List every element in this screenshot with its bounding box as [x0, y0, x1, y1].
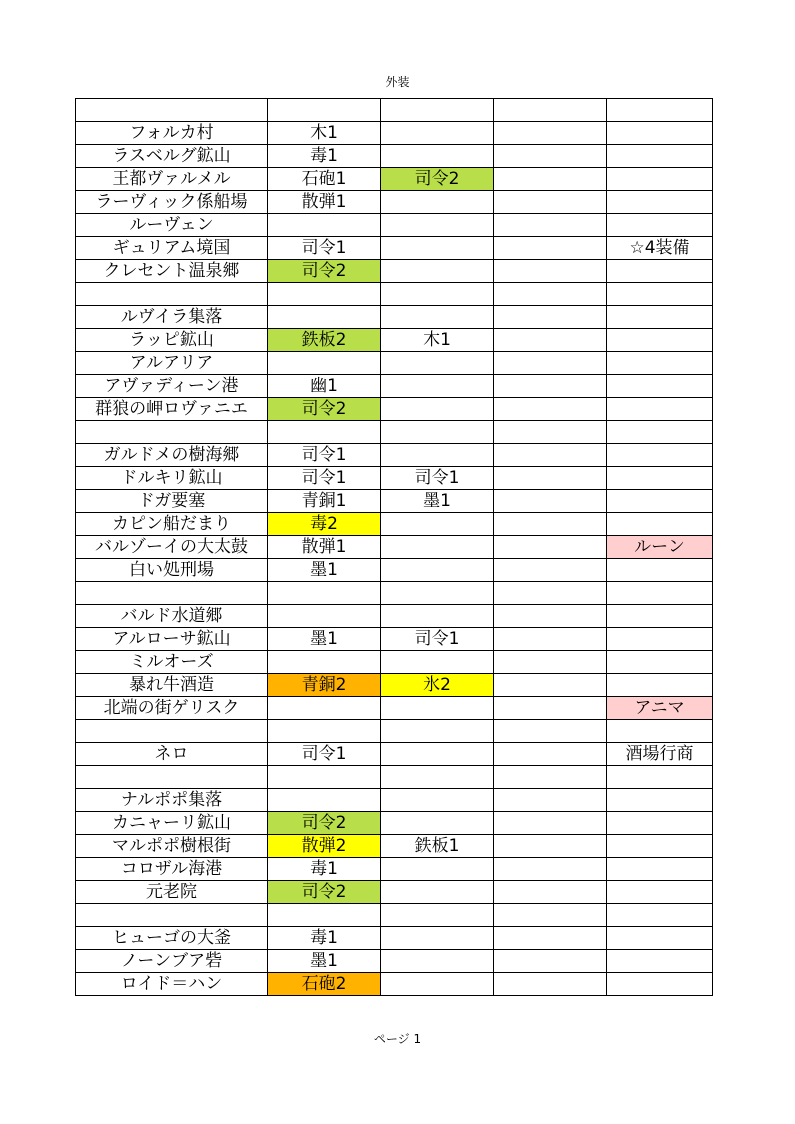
- location-cell: ネロ: [76, 743, 268, 766]
- location-cell: 群狼の岬ロヴァニエ: [76, 398, 268, 421]
- material-cell-2: [381, 743, 494, 766]
- table-row: [76, 467, 713, 490]
- material-cell-2: [381, 812, 494, 835]
- note-cell: [607, 559, 713, 582]
- location-cell: [76, 421, 268, 444]
- material-cell-1: 司令1: [268, 444, 381, 467]
- material-cell-2: [381, 536, 494, 559]
- material-cell-1: 司令1: [268, 743, 381, 766]
- material-cell-1: 司令1: [268, 467, 381, 490]
- material-cell-1: [268, 582, 381, 605]
- material-cell-3: [494, 467, 607, 490]
- location-cell: カピン船だまり: [76, 513, 268, 536]
- table-row: [76, 927, 713, 950]
- equipment-table: [75, 98, 713, 996]
- table-row: [76, 904, 713, 927]
- material-cell-1: [268, 789, 381, 812]
- note-cell: [607, 973, 713, 996]
- location-cell: 白い処刑場: [76, 559, 268, 582]
- material-cell-1: [268, 904, 381, 927]
- table-row: [76, 559, 713, 582]
- material-cell-2: [381, 283, 494, 306]
- location-cell: コロザル海港: [76, 858, 268, 881]
- material-cell-3: [494, 651, 607, 674]
- material-cell-2: [381, 927, 494, 950]
- table-row: [76, 513, 713, 536]
- note-cell: [607, 858, 713, 881]
- table-row: [76, 973, 713, 996]
- material-cell-3: [494, 329, 607, 352]
- location-cell: 元老院: [76, 881, 268, 904]
- table-row: [76, 835, 713, 858]
- material-cell-1: 鉄板2: [268, 329, 381, 352]
- location-cell: アヴァディーン港: [76, 375, 268, 398]
- table-row: [76, 283, 713, 306]
- location-cell: [76, 904, 268, 927]
- note-cell: [607, 421, 713, 444]
- material-cell-2: [381, 214, 494, 237]
- material-cell-1: 司令1: [268, 237, 381, 260]
- table-row: [76, 214, 713, 237]
- table-row: [76, 260, 713, 283]
- note-cell: [607, 283, 713, 306]
- material-cell-3: [494, 582, 607, 605]
- note-cell: [607, 674, 713, 697]
- location-cell: バルド水道郷: [76, 605, 268, 628]
- material-cell-1: 散弾1: [268, 191, 381, 214]
- material-cell-1: [268, 720, 381, 743]
- table-row: [76, 628, 713, 651]
- table-row: [76, 674, 713, 697]
- note-cell: [607, 398, 713, 421]
- material-cell-1: 墨1: [268, 950, 381, 973]
- material-cell-1: 石砲1: [268, 168, 381, 191]
- material-cell-1: 散弾2: [268, 835, 381, 858]
- location-cell: ヒューゴの大釜: [76, 927, 268, 950]
- note-cell: [607, 720, 713, 743]
- material-cell-2: [381, 697, 494, 720]
- location-cell: マルポポ樹根街: [76, 835, 268, 858]
- note-cell: [607, 628, 713, 651]
- note-cell: [607, 812, 713, 835]
- material-cell-1: 散弾1: [268, 536, 381, 559]
- material-cell-1: 司令2: [268, 881, 381, 904]
- table-row: [76, 697, 713, 720]
- note-cell: [607, 329, 713, 352]
- material-cell-3: [494, 674, 607, 697]
- material-cell-3: [494, 191, 607, 214]
- location-cell: ロイド＝ハン: [76, 973, 268, 996]
- material-cell-3: [494, 490, 607, 513]
- material-cell-2: [381, 766, 494, 789]
- note-cell: [607, 260, 713, 283]
- location-cell: ドルキリ鉱山: [76, 467, 268, 490]
- note-cell: [607, 168, 713, 191]
- material-cell-1: [268, 283, 381, 306]
- location-cell: アルローサ鉱山: [76, 628, 268, 651]
- material-cell-3: [494, 536, 607, 559]
- table-row: [76, 329, 713, 352]
- note-cell: [607, 766, 713, 789]
- material-cell-2: [381, 260, 494, 283]
- material-cell-1: 青銅1: [268, 490, 381, 513]
- location-cell: クレセント温泉郷: [76, 260, 268, 283]
- material-cell-2: [381, 352, 494, 375]
- material-cell-3: [494, 398, 607, 421]
- location-cell: ルーヴェン: [76, 214, 268, 237]
- material-cell-2: [381, 398, 494, 421]
- material-cell-1: 司令2: [268, 398, 381, 421]
- material-cell-3: [494, 697, 607, 720]
- material-cell-1: [268, 306, 381, 329]
- material-cell-1: 毒1: [268, 858, 381, 881]
- material-cell-1: 青銅2: [268, 674, 381, 697]
- material-cell-1: 石砲2: [268, 973, 381, 996]
- note-cell: [607, 145, 713, 168]
- table-row: [76, 352, 713, 375]
- material-cell-2: [381, 605, 494, 628]
- table-row: [76, 582, 713, 605]
- material-cell-3: [494, 743, 607, 766]
- location-cell: ミルオーズ: [76, 651, 268, 674]
- material-cell-3: [494, 973, 607, 996]
- note-cell: [607, 467, 713, 490]
- note-cell: [607, 306, 713, 329]
- material-cell-3: [494, 605, 607, 628]
- page-header: 外装: [385, 75, 410, 89]
- note-cell: [607, 904, 713, 927]
- table-row: [76, 881, 713, 904]
- note-cell: [607, 99, 713, 122]
- table-row: [76, 743, 713, 766]
- material-cell-2: [381, 559, 494, 582]
- material-cell-1: [268, 766, 381, 789]
- material-cell-2: [381, 582, 494, 605]
- material-cell-3: [494, 237, 607, 260]
- material-cell-1: 墨1: [268, 559, 381, 582]
- material-cell-1: [268, 214, 381, 237]
- material-cell-3: [494, 559, 607, 582]
- note-cell: [607, 214, 713, 237]
- location-cell: ギュリアム境国: [76, 237, 268, 260]
- location-cell: フォルカ村: [76, 122, 268, 145]
- material-cell-2: [381, 237, 494, 260]
- material-cell-1: 幽1: [268, 375, 381, 398]
- material-cell-2: [381, 444, 494, 467]
- material-cell-2: [381, 881, 494, 904]
- note-cell: [607, 444, 713, 467]
- location-cell: [76, 766, 268, 789]
- material-cell-3: [494, 375, 607, 398]
- location-cell: ドガ要塞: [76, 490, 268, 513]
- material-cell-1: [268, 421, 381, 444]
- location-cell: ガルドメの樹海郷: [76, 444, 268, 467]
- table-row: [76, 168, 713, 191]
- location-cell: [76, 283, 268, 306]
- table-row: [76, 536, 713, 559]
- material-cell-1: [268, 651, 381, 674]
- material-cell-1: 墨1: [268, 628, 381, 651]
- material-cell-2: 鉄板1: [381, 835, 494, 858]
- table-row: [76, 858, 713, 881]
- material-cell-3: [494, 628, 607, 651]
- material-cell-1: 木1: [268, 122, 381, 145]
- note-cell: [607, 352, 713, 375]
- table-row: [76, 122, 713, 145]
- note-cell: [607, 789, 713, 812]
- note-cell: ルーン: [607, 536, 713, 559]
- material-cell-2: [381, 858, 494, 881]
- material-cell-3: [494, 421, 607, 444]
- table-row: [76, 812, 713, 835]
- location-cell: 暴れ牛酒造: [76, 674, 268, 697]
- material-cell-2: [381, 513, 494, 536]
- material-cell-1: [268, 605, 381, 628]
- page-footer: ページ 1: [373, 1032, 422, 1046]
- table-row: [76, 237, 713, 260]
- material-cell-3: [494, 835, 607, 858]
- note-cell: [607, 375, 713, 398]
- note-cell: ☆4装備: [607, 237, 713, 260]
- material-cell-2: [381, 421, 494, 444]
- table-row: [76, 306, 713, 329]
- note-cell: [607, 122, 713, 145]
- material-cell-3: [494, 812, 607, 835]
- material-cell-1: 毒1: [268, 927, 381, 950]
- note-cell: 酒場行商: [607, 743, 713, 766]
- note-cell: [607, 582, 713, 605]
- material-cell-3: [494, 789, 607, 812]
- table-row: [76, 444, 713, 467]
- table-row: [76, 651, 713, 674]
- material-cell-3: [494, 99, 607, 122]
- material-cell-2: 木1: [381, 329, 494, 352]
- location-cell: [76, 720, 268, 743]
- material-cell-2: [381, 375, 494, 398]
- location-cell: バルゾーイの大太鼓: [76, 536, 268, 559]
- material-cell-3: [494, 881, 607, 904]
- material-cell-3: [494, 513, 607, 536]
- material-cell-3: [494, 950, 607, 973]
- note-cell: [607, 605, 713, 628]
- material-cell-1: [268, 352, 381, 375]
- note-cell: [607, 950, 713, 973]
- material-cell-2: [381, 950, 494, 973]
- table-row: [76, 766, 713, 789]
- location-cell: アルアリア: [76, 352, 268, 375]
- table-row: [76, 398, 713, 421]
- material-cell-1: [268, 99, 381, 122]
- location-cell: 北端の街ゲリスク: [76, 697, 268, 720]
- material-cell-1: 毒1: [268, 145, 381, 168]
- table-row: [76, 145, 713, 168]
- location-cell: ナルポポ集落: [76, 789, 268, 812]
- location-cell: カニャーリ鉱山: [76, 812, 268, 835]
- note-cell: [607, 513, 713, 536]
- note-cell: [607, 490, 713, 513]
- location-cell: 王都ヴァルメル: [76, 168, 268, 191]
- location-cell: ラッピ鉱山: [76, 329, 268, 352]
- material-cell-1: 司令2: [268, 260, 381, 283]
- material-cell-3: [494, 904, 607, 927]
- material-cell-2: [381, 306, 494, 329]
- table-row: [76, 490, 713, 513]
- material-cell-2: [381, 145, 494, 168]
- material-cell-2: [381, 973, 494, 996]
- note-cell: アニマ: [607, 697, 713, 720]
- material-cell-1: 司令2: [268, 812, 381, 835]
- location-cell: ラーヴィック係船場: [76, 191, 268, 214]
- location-cell: ルヴイラ集落: [76, 306, 268, 329]
- material-cell-2: 氷2: [381, 674, 494, 697]
- material-cell-2: [381, 651, 494, 674]
- table-row: [76, 99, 713, 122]
- material-cell-2: 司令1: [381, 467, 494, 490]
- material-cell-3: [494, 858, 607, 881]
- material-cell-3: [494, 214, 607, 237]
- table-row: [76, 375, 713, 398]
- material-cell-2: [381, 191, 494, 214]
- table-row: [76, 191, 713, 214]
- note-cell: [607, 651, 713, 674]
- location-cell: [76, 582, 268, 605]
- table-row: [76, 789, 713, 812]
- material-cell-3: [494, 283, 607, 306]
- note-cell: [607, 835, 713, 858]
- material-cell-3: [494, 260, 607, 283]
- material-cell-2: [381, 122, 494, 145]
- material-cell-2: [381, 904, 494, 927]
- table-row: [76, 605, 713, 628]
- table-body: [76, 99, 713, 996]
- table-row: [76, 720, 713, 743]
- material-cell-2: 墨1: [381, 490, 494, 513]
- note-cell: [607, 191, 713, 214]
- location-cell: ノーンブア砦: [76, 950, 268, 973]
- location-cell: [76, 99, 268, 122]
- material-cell-3: [494, 927, 607, 950]
- material-cell-3: [494, 720, 607, 743]
- material-cell-3: [494, 122, 607, 145]
- material-cell-2: 司令2: [381, 168, 494, 191]
- table-row: [76, 421, 713, 444]
- location-cell: ラスベルグ鉱山: [76, 145, 268, 168]
- material-cell-3: [494, 306, 607, 329]
- material-cell-3: [494, 444, 607, 467]
- table-row: [76, 950, 713, 973]
- material-cell-2: [381, 720, 494, 743]
- note-cell: [607, 881, 713, 904]
- material-cell-2: 司令1: [381, 628, 494, 651]
- material-cell-3: [494, 766, 607, 789]
- material-cell-2: [381, 789, 494, 812]
- material-cell-2: [381, 99, 494, 122]
- note-cell: [607, 927, 713, 950]
- material-cell-1: [268, 697, 381, 720]
- material-cell-3: [494, 145, 607, 168]
- material-cell-3: [494, 168, 607, 191]
- material-cell-1: 毒2: [268, 513, 381, 536]
- material-cell-3: [494, 352, 607, 375]
